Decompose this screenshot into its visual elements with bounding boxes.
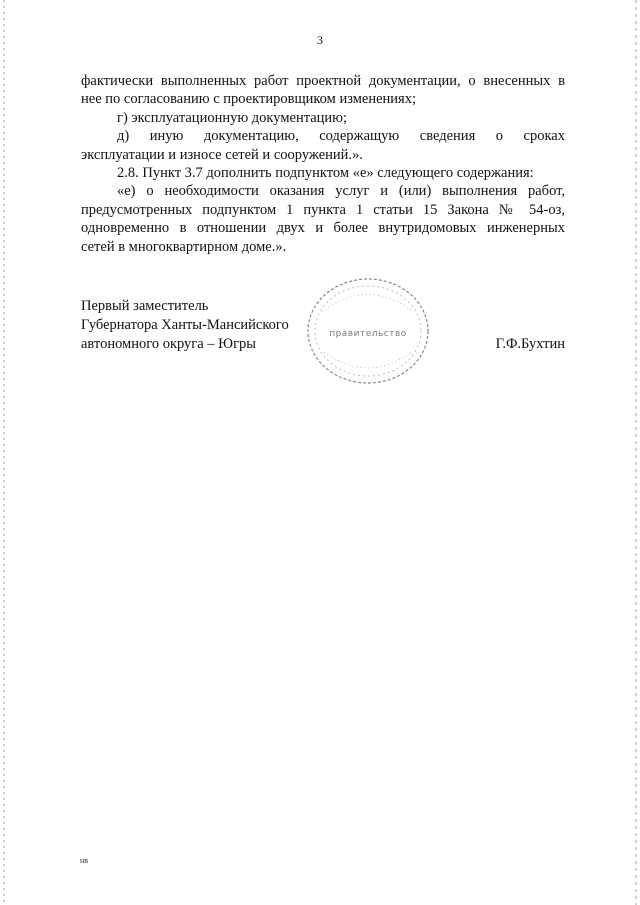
list-item-g: г) эксплуатационную документацию; — [117, 109, 348, 126]
paragraph-line: эксплуатации и износе сетей и сооружений.». — [81, 146, 363, 163]
official-seal — [300, 272, 436, 390]
signatory-position — [81, 297, 289, 354]
paragraph-line: сетей в многоквартирном доме.». — [81, 238, 287, 255]
seal-top-arc — [322, 295, 414, 313]
paragraph-line: одновременно в отношении двух и более внутридомовых инженерных — [81, 220, 565, 237]
clause-2-8: 2.8. Пункт 3.7 дополнить подпунктом «е» следующего содержания: — [117, 165, 534, 182]
signatory-line: Губернатора Ханты-Мансийского — [81, 317, 289, 333]
subclause-e: «е) о необходимости оказания услуг и (или) выполнения работ, — [117, 183, 565, 200]
paragraph-line: нее по согласованию с проектировщиком изменениях; — [81, 91, 417, 108]
paragraph-line: предусмотренных подпунктом 1 пункта 1 статьи 15 Закона № 54-оз, — [81, 201, 565, 218]
scan-edge-right — [635, 0, 637, 905]
paragraph-line: фактически выполненных работ проектной документации, о внесенных в — [81, 73, 565, 89]
signatory-line: автономного округа – Югры — [81, 336, 257, 352]
document-body — [81, 72, 565, 256]
footer-code: нв — [80, 856, 89, 865]
seal-text: правительство — [329, 329, 407, 339]
seal-bottom-arc — [324, 352, 412, 368]
signatory-name: Г.Ф.Бухтин — [495, 336, 565, 352]
page-number: 3 — [317, 33, 323, 47]
scan-edge-left — [3, 0, 5, 905]
signatory-line: Первый заместитель — [81, 298, 209, 314]
list-item-d: д) иную документацию, содержащую сведения о сроках — [117, 128, 565, 145]
